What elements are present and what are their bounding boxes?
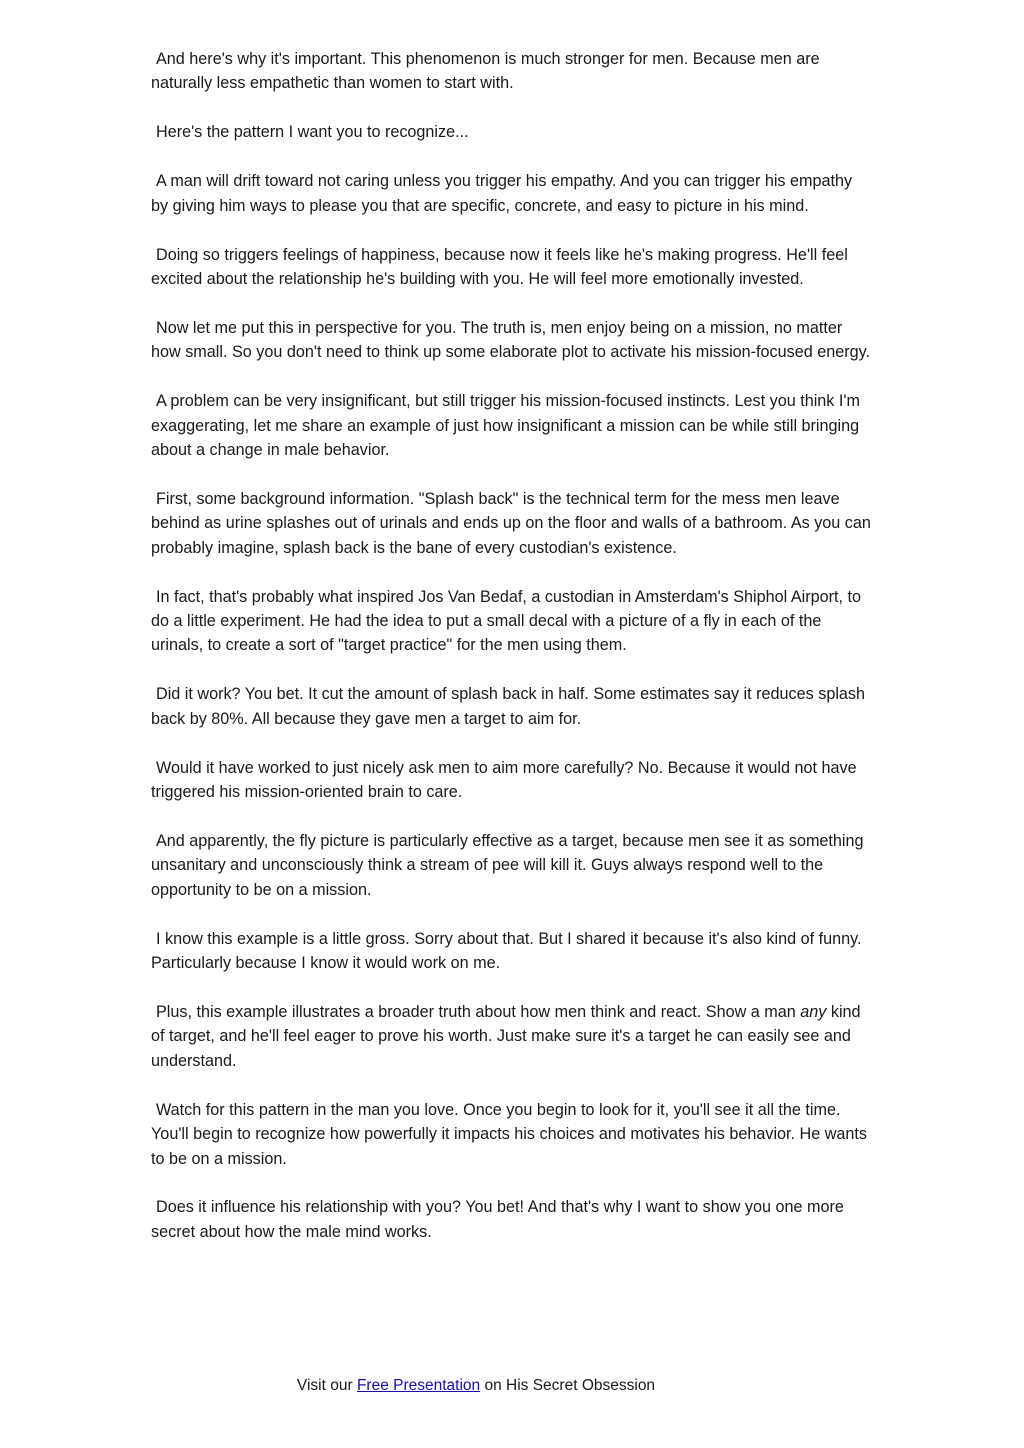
paragraph-13 (151, 1000, 873, 1073)
paragraph-9-text: Did it work? You bet. It cut the amount of splash back in half. Some estimates say it reduces splash back by 80%. All because they gave men a target to aim for. (151, 685, 866, 728)
paragraph-12-text: I know this example is a little gross. Sorry about that. But I shared it because it's also kind of funny. Particularly because I know it would work on me. (151, 929, 862, 973)
paragraph-14-text: Watch for this pattern in the man you love. Once you begin to look for it, you'll see it all the time. You'll begin to recognize how powerfully it impacts his choices and motivates his behavior. He wants to be on a mission. (151, 1100, 868, 1168)
paragraph-10 (151, 756, 873, 805)
paragraph-11-text: And apparently, the fly picture is particularly effective as a target, because men see it as something unsanitary and unconsciously think a stream of pee will kill it. Guys always respond well to the opportunity to be on a mission. (151, 831, 864, 899)
paragraph-2-text: Here's the pattern I want you to recognize... (156, 123, 469, 142)
paragraph-8 (151, 585, 873, 658)
paragraph-5-text: Now let me put this in perspective for you. The truth is, men enjoy being on a mission, no matter how small. So you don't need to think up some elaborate plot to activate his mission-focused energy. (151, 318, 871, 362)
paragraph-13-emphasis: any (800, 1002, 827, 1021)
footer-prefix: Visit our (296, 1377, 357, 1394)
paragraph-7 (151, 487, 873, 560)
paragraph-13-text-after: kind of target, and he'll feel eager to prove his worth. Just make sure it's a target he can easily see and understand. (151, 1002, 861, 1070)
paragraph-6 (151, 389, 873, 462)
paragraph-3-text: A man will drift toward not caring unless you trigger his empathy. And you can trigger his empathy by giving him ways to please you that are specific, concrete, and easy to picture in his mind. (151, 172, 853, 215)
document-body (151, 47, 873, 1269)
paragraph-15-text: Does it influence his relationship with you? You bet! And that's why I want to show you one more secret about how the male mind works. (151, 1198, 844, 1241)
paragraph-13-text-before: Plus, this example illustrates a broader truth about how men think and react. Show a man (156, 1002, 801, 1021)
footer-suffix: on His Secret Obsession (480, 1377, 656, 1394)
paragraph-7-text: First, some background information. "Splash back" is the technical term for the mess men leave behind as urine splashes out of urinals and ends up on the floor and walls of a bathroom. As you can probably imagine, splash back is the bane of every custodian's existence. (151, 489, 871, 557)
free-presentation-link[interactable]: Free Presentation (356, 1377, 481, 1394)
paragraph-8-text: In fact, that's probably what inspired Jos Van Bedaf, a custodian in Amsterdam's Shiphol Airport, to do a little experiment. He had the idea to put a small decal with a picture of a fly in each of the urinals, to create a sort of "target practice" for the men using them. (151, 587, 862, 655)
paragraph-9 (151, 682, 873, 731)
paragraph-10-text: Would it have worked to just nicely ask men to aim more carefully? No. Because it would not have triggered his mission-oriented brain to care. (151, 758, 857, 802)
paragraph-1 (151, 47, 873, 96)
paragraph-14 (151, 1098, 873, 1171)
paragraph-2 (151, 120, 873, 144)
paragraph-4-text: Doing so triggers feelings of happiness, because now it feels like he's making progress. He'll feel excited about the relationship he's building with you. He will feel more emotionally invested. (151, 245, 848, 288)
paragraph-1-text: And here's why it's important. This phenomenon is much stronger for men. Because men are naturally less empathetic than women to start with. (151, 50, 820, 93)
footer (0, 1375, 952, 1397)
paragraph-4 (151, 243, 873, 292)
paragraph-11 (151, 829, 873, 902)
paragraph-6-text: A problem can be very insignificant, but still trigger his mission-focused instincts. Lest you think I'm exaggerating, let me share an example of just how insignificant a mission can be while still bringing about a change in male behavior. (151, 392, 860, 459)
paragraph-15 (151, 1195, 873, 1244)
paragraph-12 (151, 927, 873, 976)
paragraph-3 (151, 169, 873, 218)
paragraph-5 (151, 316, 873, 365)
